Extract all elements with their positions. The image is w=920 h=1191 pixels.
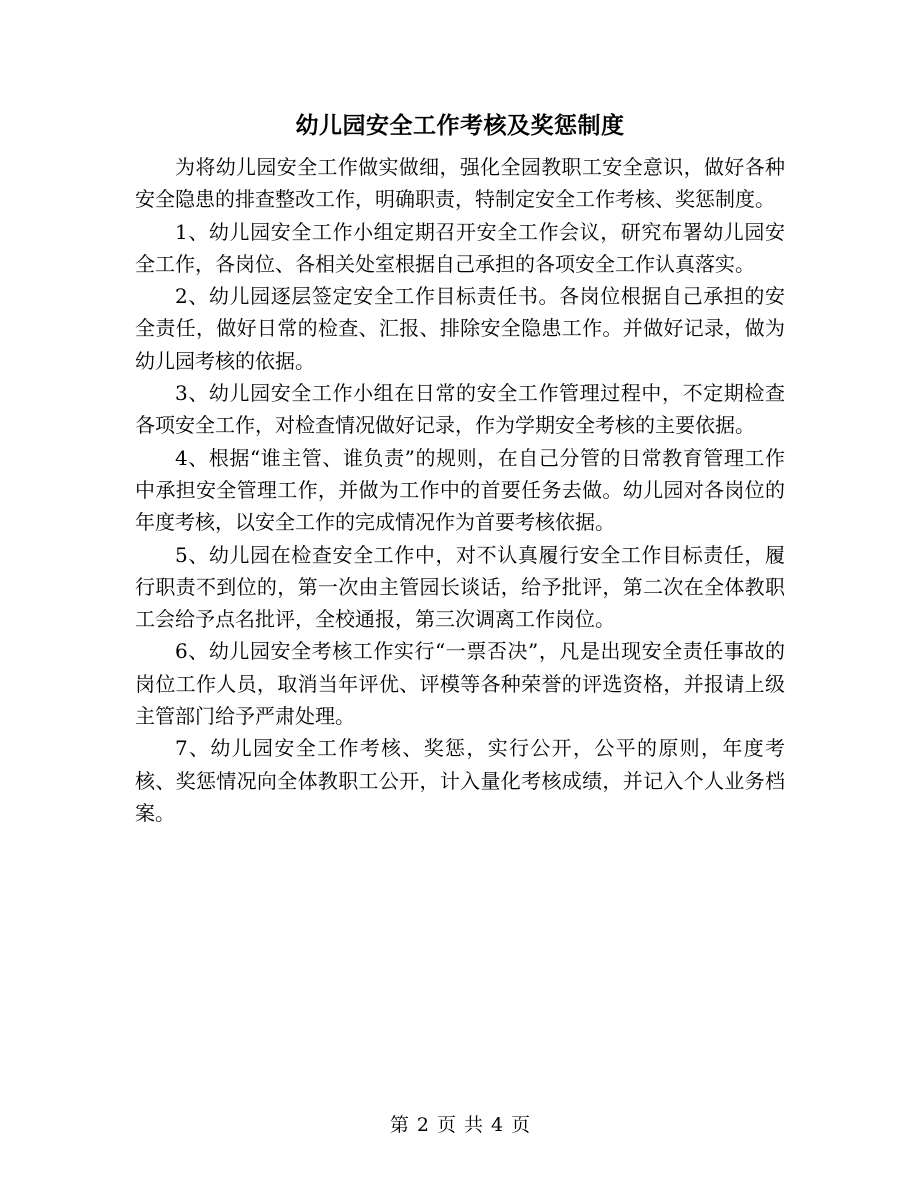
document-title: 幼儿园安全工作考核及奖惩制度 — [295, 112, 625, 139]
paragraph-item-5: 5、幼儿园在检查安全工作中，对不认真履行安全工作目标责任，履行职责不到位的，第一次由主管园长谈话，给予批评，第二次在全体教职工会给予点名批评，全校通报，第三次调离工作岗位。 — [135, 542, 785, 632]
footer-total-unit: 页 — [511, 1114, 531, 1136]
page-number-footer — [0, 1111, 920, 1139]
paragraph-item-1: 1、幼儿园安全工作小组定期召开安全工作会议，研究布署幼儿园安全工作，各岗位、各相关处室根据自己承担的各项安全工作认真落实。 — [135, 219, 785, 276]
paragraph-item-7: 7、幼儿园安全工作考核、奖惩，实行公开，公平的原则，年度考核、奖惩情况向全体教职工公开，计入量化考核成绩，并记入个人业务档案。 — [135, 736, 785, 825]
paragraph-item-2: 2、幼儿园逐层签定安全工作目标责任书。各岗位根据自己承担的安全责任，做好日常的检查、汇报、排除安全隐患工作。并做好记录，做为幼儿园考核的依据。 — [135, 284, 785, 373]
footer-total-label: 共 — [464, 1114, 484, 1136]
document-body — [135, 151, 785, 829]
footer-total-pages: 4 — [491, 1114, 504, 1136]
footer-page-label: 第 — [389, 1114, 409, 1136]
paragraph-intro: 为将幼儿园安全工作做实做细，强化全园教职工安全意识，做好各种安全隐患的排查整改工作，明确职责，特制定安全工作考核、奖惩制度。 — [135, 155, 785, 212]
paragraph-item-4: 4、根据“谁主管、谁负责”的规则，在自己分管的日常教育管理工作中承担安全管理工作，并做为工作中的首要任务去做。幼儿园对各岗位的年度考核，以安全工作的完成情况作为首要考核依据。 — [135, 445, 785, 535]
footer-current-page: 2 — [416, 1114, 429, 1136]
paragraph-item-3: 3、幼儿园安全工作小组在日常的安全工作管理过程中，不定期检查各项安全工作，对检查情况做好记录，作为学期安全考核的主要依据。 — [135, 381, 785, 438]
paragraph-item-6: 6、幼儿园安全考核工作实行“一票否决”，凡是出现安全责任事故的岗位工作人员，取消当年评优、评模等各种荣誉的评选资格，并报请上级主管部门给予严肃处理。 — [135, 639, 785, 729]
footer-page-unit: 页 — [436, 1114, 456, 1136]
